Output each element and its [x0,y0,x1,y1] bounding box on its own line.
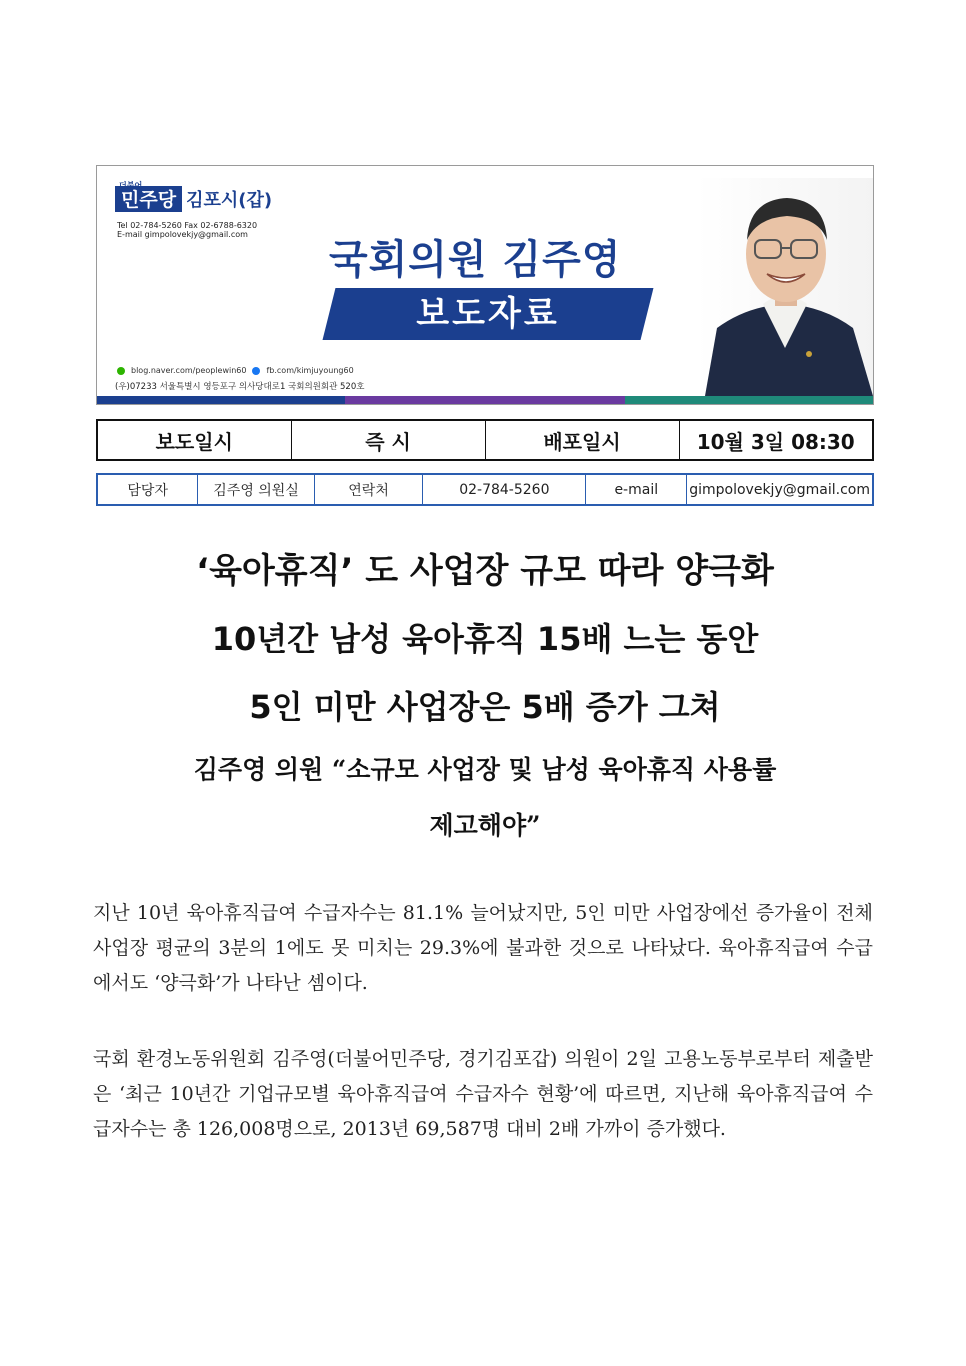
release-label: 보도일시 [97,420,291,460]
blog-link[interactable]: blog.naver.com/peoplewin60 [131,366,247,375]
party-logo-box [115,181,182,212]
party-logo [115,181,273,212]
manager-label: 담당자 [97,474,198,505]
party-name: 민주당 [121,189,177,211]
headline-line-2: 10년간 남성 육아휴직 15배 느는 동안 [211,620,759,658]
press-banner [96,165,874,405]
email-value[interactable]: gimpolovekjy@gmail.com [687,474,873,505]
distribution-value: 10월 3일 08:30 [679,420,873,460]
banner-subtitle: 보도자료 [416,294,560,334]
party-logo-small: 더불어 [119,181,143,190]
banner-email: E-mail gimpolovekjy@gmail.com [117,230,248,239]
phone-label: 연락처 [314,474,423,505]
social-links [117,366,354,375]
tel-fax: Tel 02-784-5260 Fax 02-6788-6320 [117,221,258,230]
headline-line-1: ‘육아휴직’ 도 사업장 규모 따라 양극화 [196,551,774,591]
banner-contact [117,221,257,239]
email-label: e-mail [586,474,687,505]
release-value: 즉 시 [291,420,485,460]
body-paragraph-1: 지난 10년 육아휴직급여 수급자수는 81.1% 늘어났지만, 5인 미만 사업장에선 증가율이 전체 사업장 평균의 3분의 1에도 못 미치는 29.3%에 불과한 것으로 나타났다. 육아휴직급여 수급에서도 ‘양극화’가 나타난 셈이다. [93,902,873,994]
contact-table [96,473,874,506]
banner-title: 국회의원 김주영 [329,237,622,283]
distribution-label: 배포일시 [485,420,679,460]
facebook-link[interactable]: fb.com/kimjuyoung60 [266,366,354,375]
party-region: 김포시(갑) [186,190,273,211]
facebook-icon [252,367,260,375]
subheadline-line-1: 김주영 의원 “소규모 사업장 및 남성 육아휴직 사용률 [193,755,777,784]
phone-value: 02-784-5260 [423,474,586,505]
body-paragraph-2: 국회 환경노동위원회 김주영(더불어민주당, 경기김포갑) 의원이 2일 고용노동부로부터 제출받은 ‘최근 10년간 기업규모별 육아휴직급여 수급자수 현황’에 따르면, 지난해 육아휴직급여 수급자수는 총 126,008명으로, 2013년 69,587명 대비 2배 가까이 증가했다. [93,1048,873,1140]
headline-line-3: 5인 미만 사업장은 5배 증가 그쳐 [249,688,721,726]
release-table [96,419,874,461]
manager-value: 김주영 의원실 [198,474,314,505]
banner-stripe [97,396,873,404]
lawmaker-portrait [697,178,873,396]
subheadline-line-2: 제고해야” [429,811,541,840]
blog-icon [117,367,125,375]
office-address: (우)07233 서울특별시 영등포구 의사당대로1 국회의원회관 520호 [115,382,365,392]
